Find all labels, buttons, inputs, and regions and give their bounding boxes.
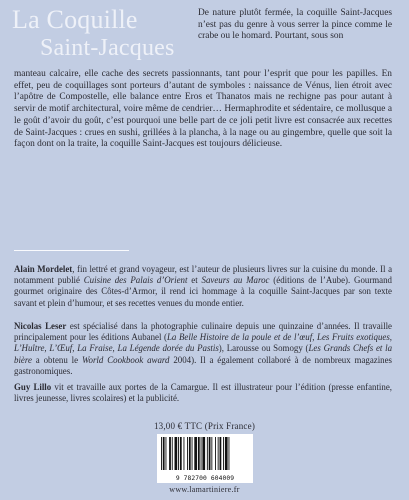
publisher-website: www.lamartiniere.fr — [169, 485, 240, 494]
bio-text: (éditions de l’Aube). Gourmand gourmet originaire des Côtes-d’Armor, il rend ici hommage à la coquille Saint-Jacques par son texte savant et plein d’humour, et ses recettes venues du monde entier. — [14, 275, 392, 308]
price-label: 13,00 € TTC (Prix France) — [153, 421, 256, 431]
book-reference: L’Huître — [14, 343, 45, 354]
bio-photographer — [14, 321, 392, 377]
book-reference: Saveurs au Maroc — [201, 275, 270, 286]
bio-text: , — [389, 332, 392, 343]
book-reference: La Fraise — [77, 343, 113, 354]
isbn-number: 9 782700 604009 — [175, 475, 235, 482]
book-title-line-1: La Coquille — [12, 5, 138, 34]
bio-text: 2004). Il a également collaboré à de nombreux magazines gastronomiques. — [14, 354, 392, 376]
bio-illustrator — [14, 382, 392, 404]
book-reference: La Belle Histoire de la poule et de l’œuf — [167, 332, 313, 343]
bio-author — [14, 264, 392, 309]
book-reference: Les Fruits exotiques — [317, 332, 390, 343]
bio-text: , fin lettré et grand voyageur, est l’auteur de plusieurs livres sur la cuisine du monde. Il a notamment publié — [14, 264, 393, 286]
bio-text: , — [112, 343, 118, 354]
bio-text: , — [312, 332, 318, 343]
book-reference: La Légende dorée du Pastis — [117, 343, 219, 354]
bio-text: , — [72, 343, 78, 354]
bio-text: a obtenu le — [31, 354, 82, 365]
bio-text: vit et travaille aux portes de la Camargue. Il est illustrateur pour l’édition (presse enfantine, livres jeunesse, livres scolaires) et la publicité. — [14, 382, 392, 404]
bio-text: ), Larousse ou Somogy ( — [218, 343, 309, 354]
award-reference: World Cookbook award — [81, 354, 170, 365]
barcode-bars — [160, 437, 250, 470]
photographer-name: Nicolas Leser — [14, 321, 67, 331]
book-reference: Cuisine des Palais d’Orient — [83, 275, 188, 286]
author-name: Alain Mordelet — [14, 264, 73, 274]
separator-line — [14, 250, 129, 251]
bio-text: et — [187, 275, 202, 286]
bio-text: est spécialisé dans la photographie culinaire depuis une quinzaine d’années. Il travaille principalement pour les éditions Aubanel ( — [14, 321, 392, 343]
intro-paragraph-body: manteau calcaire, elle cache des secrets passionnants, tant pour l’esprit que pour les papilles. En effet, peu de coquillages sont porteurs d’autant de symboles : naissance de Vénus, lien étroit avec l’apôtre de Compostelle, elle balance entre Eros et Thanatos mais ne rechigne pas pour autant à servir de motif architectural, voire même de cendrier… Hermaphrodite et sédentaire, ce mollusque a le goût d’avoir du goût, c’est pourquoi une belle part de ce joli petit livre est consacrée aux recettes de Saint-Jacques : crues en sushi, grillées à la plancha, à la nage ou au gingembre, quelle que soit la façon dont on la traite, la coquille Saint-Jacques est toujours délicieuse. — [14, 69, 392, 150]
barcode — [157, 434, 253, 483]
illustrator-name: Guy Lillo — [14, 382, 52, 392]
book-reference: Les Grands Chefs et la bière — [14, 343, 393, 365]
book-title — [12, 6, 175, 62]
bio-text: , — [44, 343, 50, 354]
book-reference: L’Œuf — [49, 343, 73, 354]
intro-paragraph-top: De nature plutôt fermée, la coquille Saint-Jacques n’est pas du genre à vous serrer la pince comme le crabe ou le homard. Pourtant, sous son — [198, 8, 392, 42]
book-title-line-2: Saint-Jacques — [40, 35, 175, 61]
